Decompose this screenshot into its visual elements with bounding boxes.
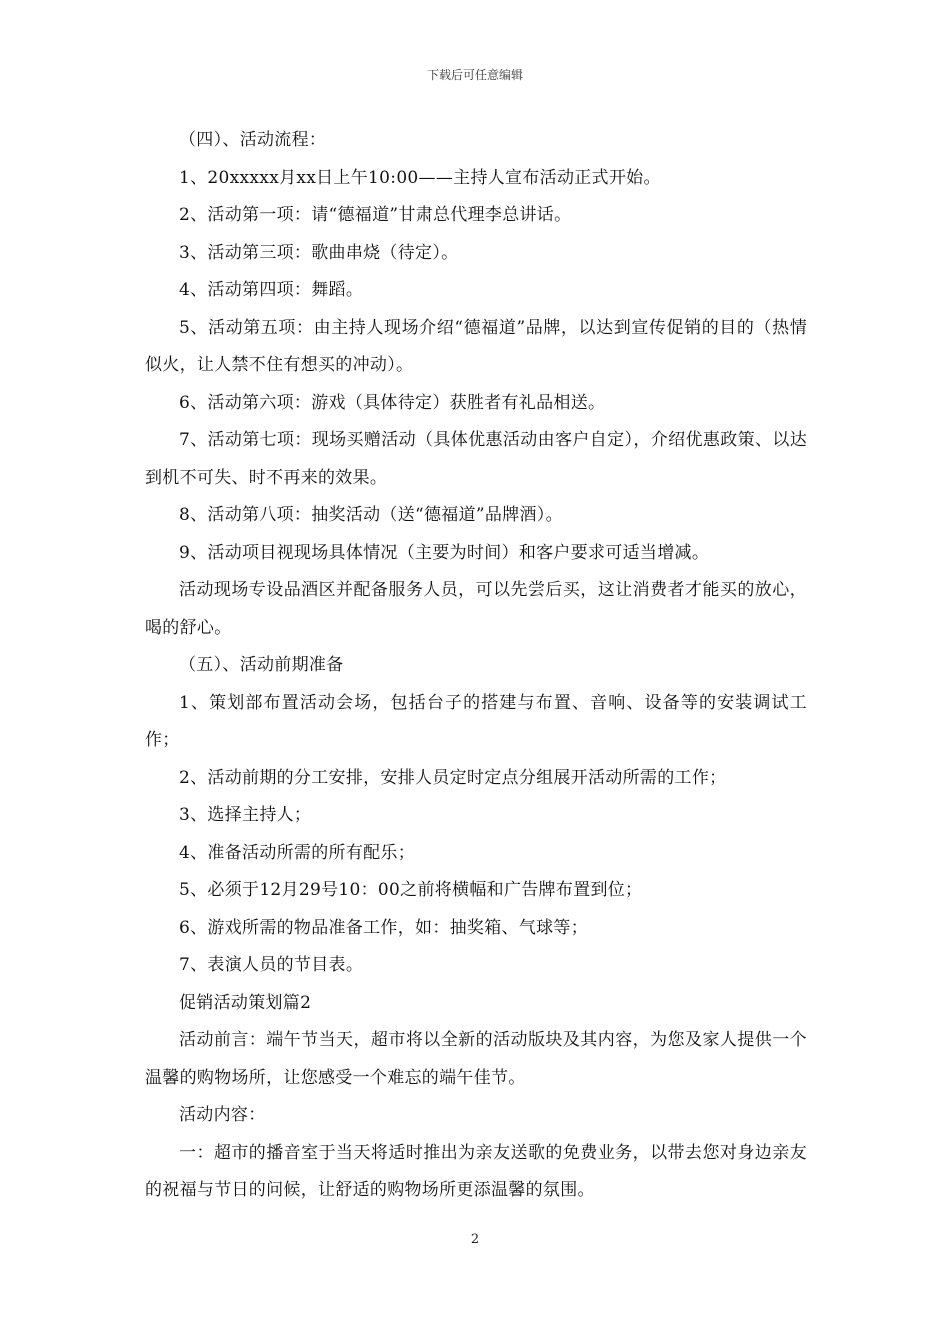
body-paragraph: 一：超市的播音室于当天将适时推出为亲友送歌的免费业务，以带去您对身边亲友的祝福与节日的问候，让舒适的购物场所更添温馨的氛围。: [145, 1142, 807, 1200]
list-item: 3、选择主持人；: [179, 805, 312, 825]
document-body: [145, 122, 807, 1210]
list-item: 7、表演人员的节目表。: [179, 955, 364, 975]
body-paragraph: 活动前言：端午节当天，超市将以全新的活动版块及其内容，为您及家人提供一个温馨的购物场所，让您感受一个难忘的端午佳节。: [145, 1030, 807, 1088]
list-item: 6、游戏所需的物品准备工作，如：抽奖箱、气球等；: [179, 917, 589, 938]
list-item: 6、活动第六项：游戏（具体待定）获胜者有礼品相送。: [179, 392, 606, 413]
list-item: 4、活动第四项：舞蹈。: [179, 280, 364, 300]
list-item: 2、活动第一项：请“德福道”甘肃总代理李总讲话。: [179, 205, 572, 225]
list-item: 1、20xxxxx月xx日上午10:00——主持人宣布活动正式开始。: [179, 167, 661, 188]
list-item: 3、活动第三项：歌曲串烧（待定）。: [179, 242, 459, 263]
list-item: 4、准备活动所需的所有配乐；: [179, 842, 416, 863]
list-item: 9、活动项目视现场具体情况（主要为时间）和客户要求可适当增减。: [179, 542, 710, 563]
body-paragraph: 活动现场专设品酒区并配备服务人员，可以先尝后买，这让消费者才能买的放心，喝的舒心。: [145, 580, 807, 638]
list-item: 5、活动第五项：由主持人现场介绍“德福道”品牌，以达到宣传促销的目的（热情似火，让人禁不住有想买的冲动）。: [145, 317, 807, 375]
section-heading-content: 活动内容：: [179, 1105, 266, 1125]
list-item: 1、策划部布置活动会场，包括台子的搭建与布置、音响、设备等的安装调试工作；: [145, 692, 807, 750]
section-heading-preparation: （五）、活动前期准备: [179, 655, 344, 675]
list-item: 7、活动第七项：现场买赠活动（具体优惠活动由客户自定），介绍优惠政策、以达到机不可失、时不再来的效果。: [145, 430, 807, 488]
section-heading-process: （四）、活动流程：: [179, 130, 327, 150]
list-item: 2、活动前期的分工安排，安排人员定时定点分组展开活动所需的工作；: [179, 767, 727, 788]
article-title: 促销活动策划篇2: [179, 992, 312, 1013]
list-item: 8、活动第八项：抽奖活动（送“德福道”品牌酒）。: [179, 505, 563, 525]
page-number: 2: [470, 1232, 480, 1247]
page-header: 下载后可任意编辑: [426, 68, 523, 82]
list-item: 5、必须于12月29号10：00之前将横幅和广告牌布置到位；: [179, 880, 643, 900]
